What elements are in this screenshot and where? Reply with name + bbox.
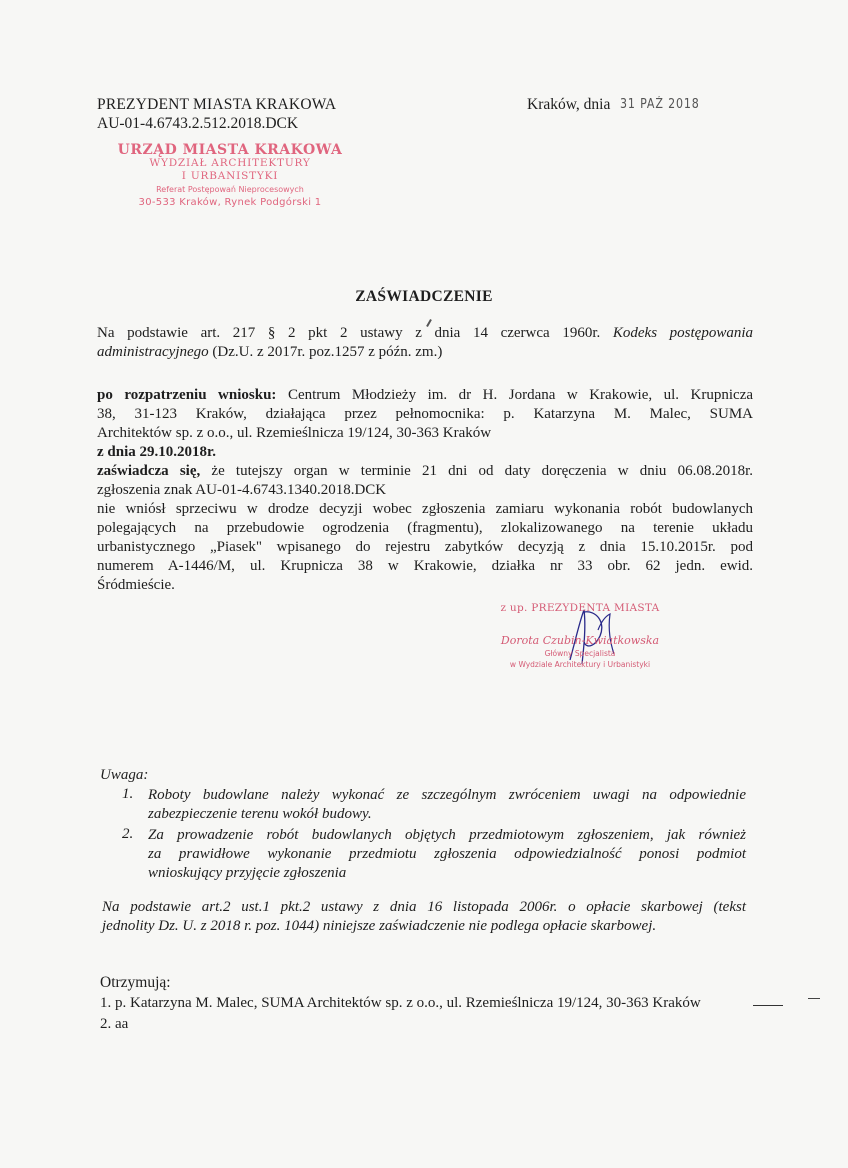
act-name-part-1: Kodeks postępowania [612, 325, 754, 341]
note-number: 2. [122, 826, 134, 842]
signatory-position-1: Główny Specjalista [544, 649, 616, 658]
note-2-line-3: wnioskujący przyjęcie zgłoszenia [148, 865, 347, 881]
stamp-duty-note [102, 898, 746, 936]
note-2-line-1: Za prowadzenie robót budowlanych objętych przedmiotowym zgłoszeniem, jak również [148, 827, 746, 843]
certifies-label: zaświadcza się, [97, 463, 201, 479]
office-stamp [112, 144, 348, 209]
legal-basis-suffix: (Dz.U. z 2017r. poz.1257 z późn. zm.) [212, 344, 443, 360]
certifies-rest: że tutejszy organ w terminie 21 dni od daty doręczenia w dniu 06.08.2018r. [211, 463, 753, 479]
strike-line [753, 1005, 783, 1006]
body-line-5 [97, 462, 753, 481]
recipient-item: 2. aa [100, 1016, 129, 1032]
note-number: 1. [122, 786, 134, 802]
after-review-label: po rozpatrzeniu wniosku: [97, 387, 277, 403]
note-2-line-2: za prawidłowe wykonanie przedmiotu zgłoszenia odpowiedzialność ponosi podmiot [148, 846, 746, 862]
signatory-position-2: w Wydziale Architektury i Urbanistyki [509, 660, 651, 669]
body-line-6: zgłoszenia znak AU-01-4.6743.1340.2018.DCK [97, 482, 387, 498]
place-date-label: Kraków, dnia [527, 96, 611, 113]
notes-heading: Uwaga: [100, 767, 149, 783]
act-name-part-2: administracyjnego [97, 344, 209, 360]
recipients-heading: Otrzymują: [100, 974, 171, 991]
fee-line-2: jednolity Dz. U. z 2018 r. poz. 1044) niniejsze zaświadczenie nie podlega opłacie skarbowej. [102, 918, 657, 934]
body-line-2: 38, 31-123 Kraków, działająca przez pełnomocnika: p. Katarzyna M. Malec, SUMA [97, 406, 753, 422]
stamp-line-2: WYDZIAŁ ARCHITEKTURY [149, 157, 311, 169]
stamp-line-3: I URBANISTYKI [181, 170, 279, 182]
note-1-line-1: Roboty budowlane należy wykonać ze szczególnym zwróceniem uwagi na odpowiednie [148, 787, 746, 803]
signature-authority: z up. PREZYDENTA MIASTA [500, 602, 660, 614]
case-number: AU-01-4.6743.2.512.2018.DCK [97, 115, 299, 132]
recipient-item: 1. p. Katarzyna M. Malec, SUMA Architektów sp. z o.o., ul. Rzemieślnicza 19/124, 30-363 Kraków [100, 995, 701, 1011]
body-line-7: nie wniósł sprzeciwu w drodze decyzji wobec zgłoszenia zamiaru wykonania robót budowlanych [97, 501, 753, 517]
scan-mark [808, 998, 820, 999]
applicant-name: Centrum Młodzieży im. dr H. Jordana w Krakowie, ul. Krupnicza [287, 387, 754, 403]
body-line-10: numerem A-1446/M, ul. Krupnicza 38 w Krakowie, działka nr 33 obr. 62 jedn. ewid. [97, 558, 753, 574]
body-line-1 [97, 386, 753, 405]
signature-block [480, 602, 680, 669]
legal-basis-prefix: Na podstawie art. 217 § 2 pkt 2 ustawy z dnia 14 czerwca 1960r. [97, 325, 601, 341]
fee-line-1: Na podstawie art.2 ust.1 pkt.2 ustawy z dnia 16 listopada 2006r. o opłacie skarbowej (tekst [102, 899, 746, 915]
document-title: ZAŚWIADCZENIE [355, 288, 493, 305]
note-1-line-2: zabezpieczenie terenu wokół budowy. [148, 806, 372, 822]
legal-basis-line-1 [97, 324, 753, 343]
date-stamp: 31 PAŹ 2018 [620, 97, 700, 112]
stamp-line-1: URZĄD MIASTA KRAKOWA [117, 142, 343, 158]
body-line-3: Architektów sp. z o.o., ul. Rzemieślnicza 19/124, 30-363 Kraków [97, 425, 492, 441]
application-date: z dnia 29.10.2018r. [97, 444, 217, 460]
body-line-8: polegających na przebudowie ogrodzenia (fragmentu), zlokalizowanego na terenie układu [97, 520, 753, 536]
stamp-line-4: Referat Postępowań Nieprocesowych [156, 185, 304, 194]
stamp-line-5: 30-533 Kraków, Rynek Podgórski 1 [138, 197, 322, 208]
issuing-authority: PREZYDENT MIASTA KRAKOWA [97, 96, 337, 113]
body-line-9: urbanistycznego „Piasek" wpisanego do rejestru zabytków decyzją z dnia 15.10.2015r. pod [97, 539, 753, 555]
body-line-11: Śródmieście. [97, 577, 175, 593]
signatory-name: Dorota Czubin-Kwiatkowska [500, 634, 660, 647]
legal-basis-line-2 [97, 343, 753, 362]
